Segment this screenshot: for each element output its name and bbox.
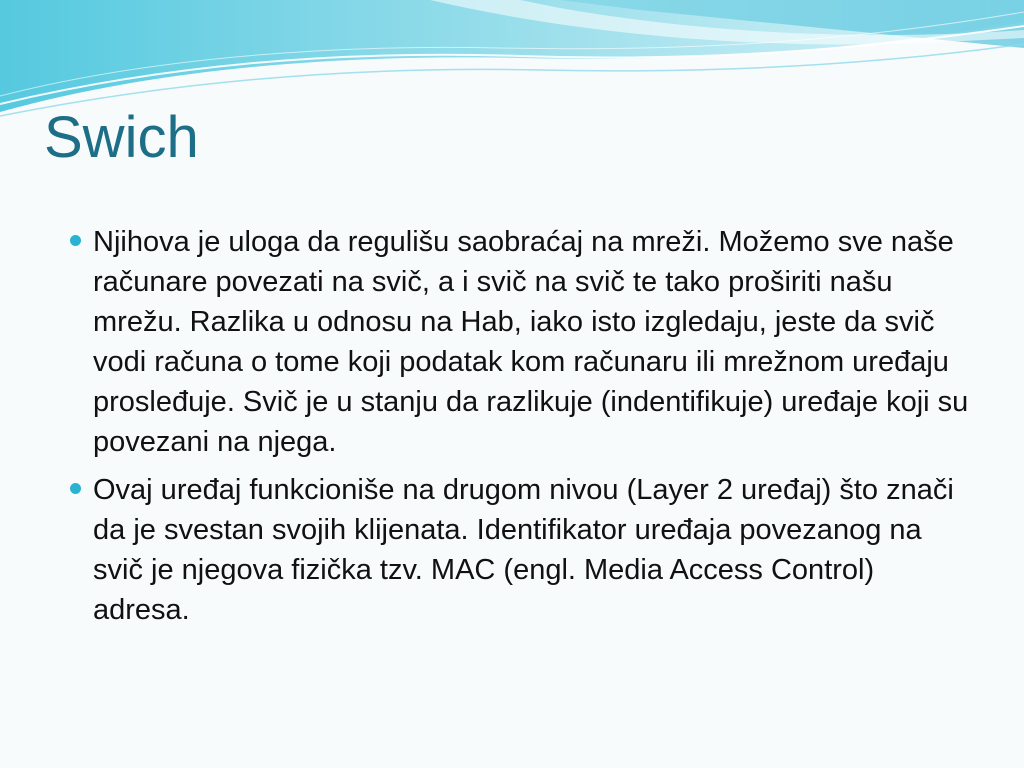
bullet-item — [70, 222, 970, 462]
bullet-dot-icon — [70, 483, 81, 494]
slide-title: Swich — [44, 105, 199, 170]
bullet-text: Njihova je uloga da regulišu saobraćaj na mreži. Možemo sve naše računare povezati na svič, a i svič na svič te tako proširiti našu mrežu. Razlika u odnosu na Hab, iako isto izgledaju, jeste da svič vodi računa o tome koji podatak kom računaru ili mrežnom uređaju prosleđuje. Svič je u stanju da razlikuje (indentifikuje) uređaje koji su povezani na njega. — [93, 226, 969, 458]
bullet-item — [70, 470, 970, 630]
bullet-list — [70, 222, 970, 638]
bullet-text: Ovaj uređaj funkcioniše na drugom nivou (Layer 2 uređaj) što znači da je svestan svojih klijenata. Identifikator uređaja povezanog na svič je njegova fizička tzv. MAC (engl. Media Access Control) adresa. — [93, 474, 954, 626]
bullet-dot-icon — [70, 235, 81, 246]
